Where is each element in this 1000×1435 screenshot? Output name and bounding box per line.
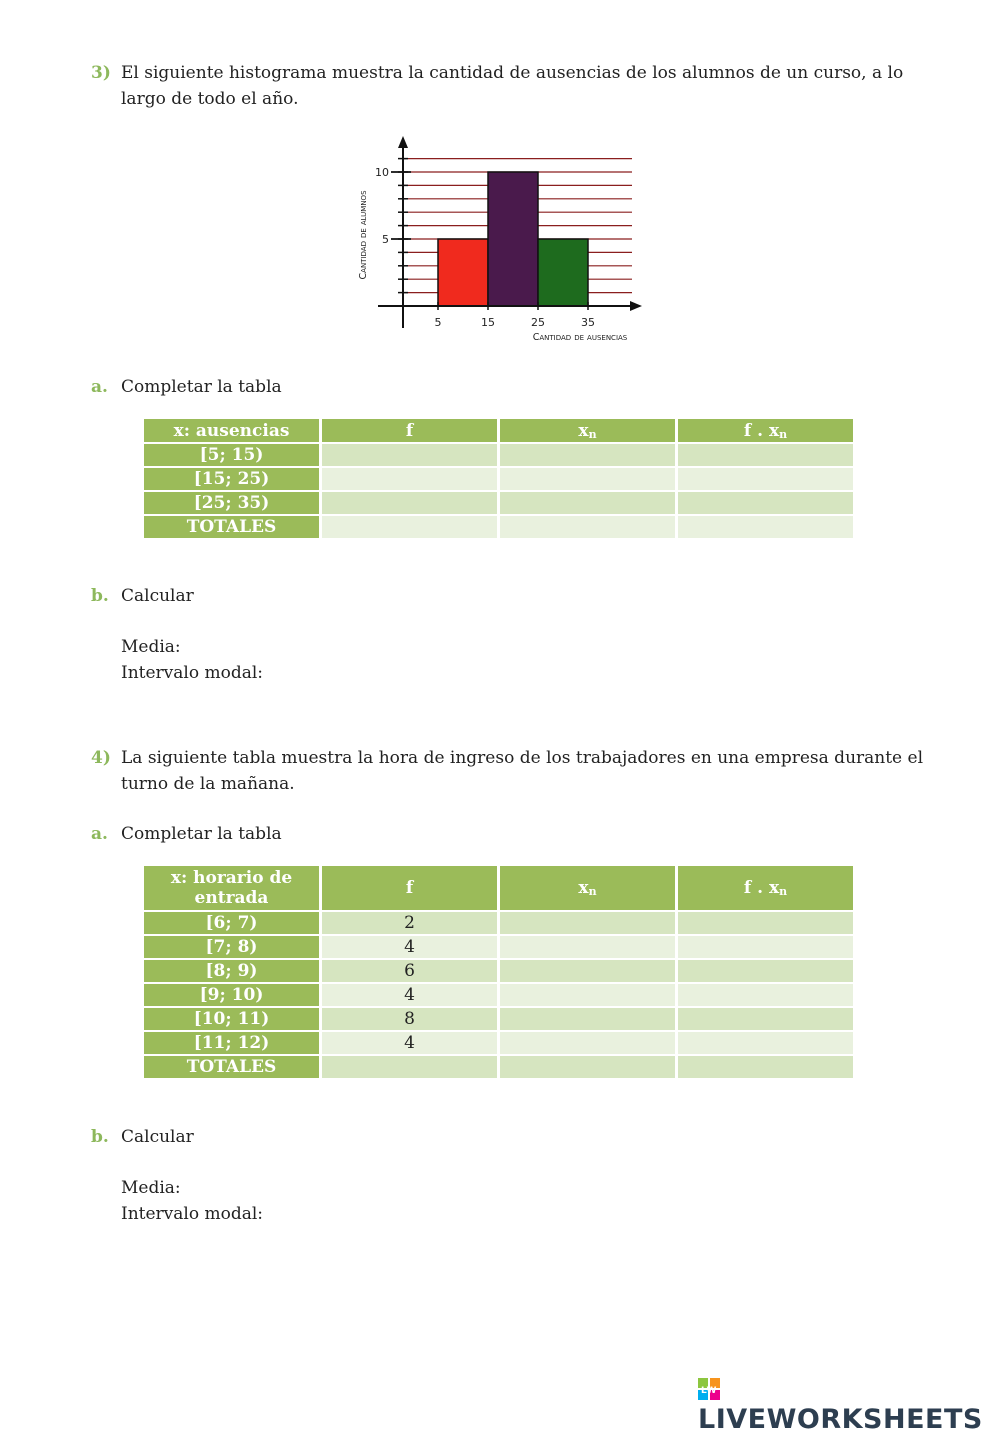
q4-row-label: [11; 12) bbox=[144, 1032, 319, 1054]
q3-input-f-3[interactable] bbox=[322, 492, 497, 514]
liveworksheets-logo-icon bbox=[698, 1378, 720, 1400]
q4-row-label: [9; 10) bbox=[144, 984, 319, 1006]
q3-row-totals: TOTALES bbox=[144, 516, 319, 538]
x-tick-label: 15 bbox=[481, 316, 495, 329]
q3-header-f: f bbox=[322, 419, 497, 442]
histogram-bar-1 bbox=[438, 239, 488, 306]
q4-f-value: 4 bbox=[322, 1032, 497, 1054]
q4-input-fxn-6[interactable] bbox=[678, 1032, 853, 1054]
x-tick-label: 5 bbox=[434, 316, 442, 329]
q3-media-label: Media: bbox=[121, 637, 181, 657]
q4-input-fxn-3[interactable] bbox=[678, 960, 853, 982]
x-tick-label: 25 bbox=[531, 316, 545, 329]
table-row bbox=[144, 444, 853, 466]
q3-input-fxn-3[interactable] bbox=[678, 492, 853, 514]
q4-media-label: Media: bbox=[121, 1178, 181, 1198]
q4-input-xn-1[interactable] bbox=[500, 912, 675, 934]
q4-number: 4) bbox=[91, 748, 111, 768]
histogram-chart bbox=[340, 128, 660, 353]
q4-input-xn-4[interactable] bbox=[500, 984, 675, 1006]
q4-row-label: [8; 9) bbox=[144, 960, 319, 982]
q4-row-label: [10; 11) bbox=[144, 1008, 319, 1030]
q4-part-b-text: Calcular bbox=[121, 1127, 194, 1147]
table-row bbox=[144, 960, 853, 982]
q4-text-line2: turno de la mañana. bbox=[121, 774, 295, 794]
q4-input-xn-5[interactable] bbox=[500, 1008, 675, 1030]
q4-row-totals: TOTALES bbox=[144, 1056, 319, 1078]
svg-text:LW: LW bbox=[701, 1386, 717, 1396]
q4-input-fxn-4[interactable] bbox=[678, 984, 853, 1006]
q4-f-value: 8 bbox=[322, 1008, 497, 1030]
q3-text-line1: El siguiente histograma muestra la cantidad de ausencias de los alumnos de un curso, a lo bbox=[121, 63, 904, 83]
q3-part-a-letter: a. bbox=[91, 377, 108, 397]
table-row bbox=[144, 912, 853, 934]
table-row bbox=[144, 984, 853, 1006]
table-row bbox=[144, 1056, 853, 1078]
q4-text-line1: La siguiente tabla muestra la hora de ingreso de los trabajadores en una empresa durante el bbox=[121, 748, 924, 768]
q3-part-b-text: Calcular bbox=[121, 586, 194, 606]
q4-f-value: 4 bbox=[322, 984, 497, 1006]
x-axis-arrow bbox=[630, 301, 642, 311]
q3-media-input[interactable] bbox=[185, 636, 485, 658]
q3-row-label: [25; 35) bbox=[144, 492, 319, 514]
liveworksheets-logo bbox=[698, 1373, 1000, 1435]
table-row bbox=[144, 468, 853, 490]
q4-input-xn-2[interactable] bbox=[500, 936, 675, 958]
q3-row-label: [5; 15) bbox=[144, 444, 319, 466]
q3-number: 3) bbox=[91, 63, 111, 83]
liveworksheets-logo-text: LIVEWORKSHEETS bbox=[698, 1404, 983, 1435]
q4-header-f: f bbox=[322, 866, 497, 910]
q3-input-fxn-2[interactable] bbox=[678, 468, 853, 490]
y-axis-arrow bbox=[398, 136, 408, 148]
q4-row-label: [7; 8) bbox=[144, 936, 319, 958]
q3-input-xn-1[interactable] bbox=[500, 444, 675, 466]
q3-input-f-2[interactable] bbox=[322, 468, 497, 490]
table-row bbox=[144, 1032, 853, 1054]
table-row bbox=[144, 516, 853, 538]
q3-input-fxn-1[interactable] bbox=[678, 444, 853, 466]
q4-part-a-letter: a. bbox=[91, 824, 108, 844]
q4-part-a-text: Completar la tabla bbox=[121, 824, 282, 844]
q4-header-x: x: horario de entrada bbox=[144, 866, 319, 910]
x-tick-label: 35 bbox=[581, 316, 595, 329]
histogram-bar-3 bbox=[538, 239, 588, 306]
q4-input-fxn-total[interactable] bbox=[678, 1056, 853, 1078]
q3-part-b-letter: b. bbox=[91, 586, 109, 606]
q4-input-xn-3[interactable] bbox=[500, 960, 675, 982]
q3-text bbox=[121, 60, 921, 112]
q4-row-label: [6; 7) bbox=[144, 912, 319, 934]
q3-row-label: [15; 25) bbox=[144, 468, 319, 490]
q4-modal-input[interactable] bbox=[268, 1203, 568, 1225]
q3-part-a-text: Completar la tabla bbox=[121, 377, 282, 397]
q3-input-f-1[interactable] bbox=[322, 444, 497, 466]
table-row bbox=[144, 936, 853, 958]
q3-input-fxn-total[interactable] bbox=[678, 516, 853, 538]
q4-media-input[interactable] bbox=[185, 1177, 485, 1199]
q4-text bbox=[121, 745, 941, 797]
q4-input-fxn-2[interactable] bbox=[678, 936, 853, 958]
q4-header-xn: $x_n$ bbox=[500, 866, 675, 910]
q4-input-fxn-1[interactable] bbox=[678, 912, 853, 934]
q4-f-value: 6 bbox=[322, 960, 497, 982]
q3-modal-label: Intervalo modal: bbox=[121, 663, 264, 683]
q3-header-fxn: f . $x_n$ bbox=[678, 419, 853, 442]
y-tick-label: 5 bbox=[382, 233, 389, 246]
q4-input-f-total[interactable] bbox=[322, 1056, 497, 1078]
q4-input-xn-6[interactable] bbox=[500, 1032, 675, 1054]
q3-table bbox=[141, 417, 856, 540]
q4-table bbox=[141, 864, 856, 1080]
q3-input-xn-2[interactable] bbox=[500, 468, 675, 490]
y-axis-title: Cantidad de alumnos bbox=[358, 190, 369, 280]
y-tick-label: 10 bbox=[375, 166, 389, 179]
x-axis-title: Cantidad de ausencias bbox=[532, 332, 628, 343]
q3-input-xn-total[interactable] bbox=[500, 516, 675, 538]
q3-header-x: x: ausencias bbox=[144, 419, 319, 442]
q4-f-value: 4 bbox=[322, 936, 497, 958]
table-row bbox=[144, 1008, 853, 1030]
q4-modal-label: Intervalo modal: bbox=[121, 1204, 264, 1224]
q4-input-xn-total[interactable] bbox=[500, 1056, 675, 1078]
table-row bbox=[144, 492, 853, 514]
q3-input-f-total[interactable] bbox=[322, 516, 497, 538]
q4-header-fxn: f . $x_n$ bbox=[678, 866, 853, 910]
q3-text-line2: largo de todo el año. bbox=[121, 89, 299, 109]
q4-f-value: 2 bbox=[322, 912, 497, 934]
q4-input-fxn-5[interactable] bbox=[678, 1008, 853, 1030]
q3-modal-input[interactable] bbox=[268, 662, 568, 684]
histogram-bar-2 bbox=[488, 172, 538, 306]
q3-input-xn-3[interactable] bbox=[500, 492, 675, 514]
q3-header-xn: $x_n$ bbox=[500, 419, 675, 442]
q4-part-b-letter: b. bbox=[91, 1127, 109, 1147]
